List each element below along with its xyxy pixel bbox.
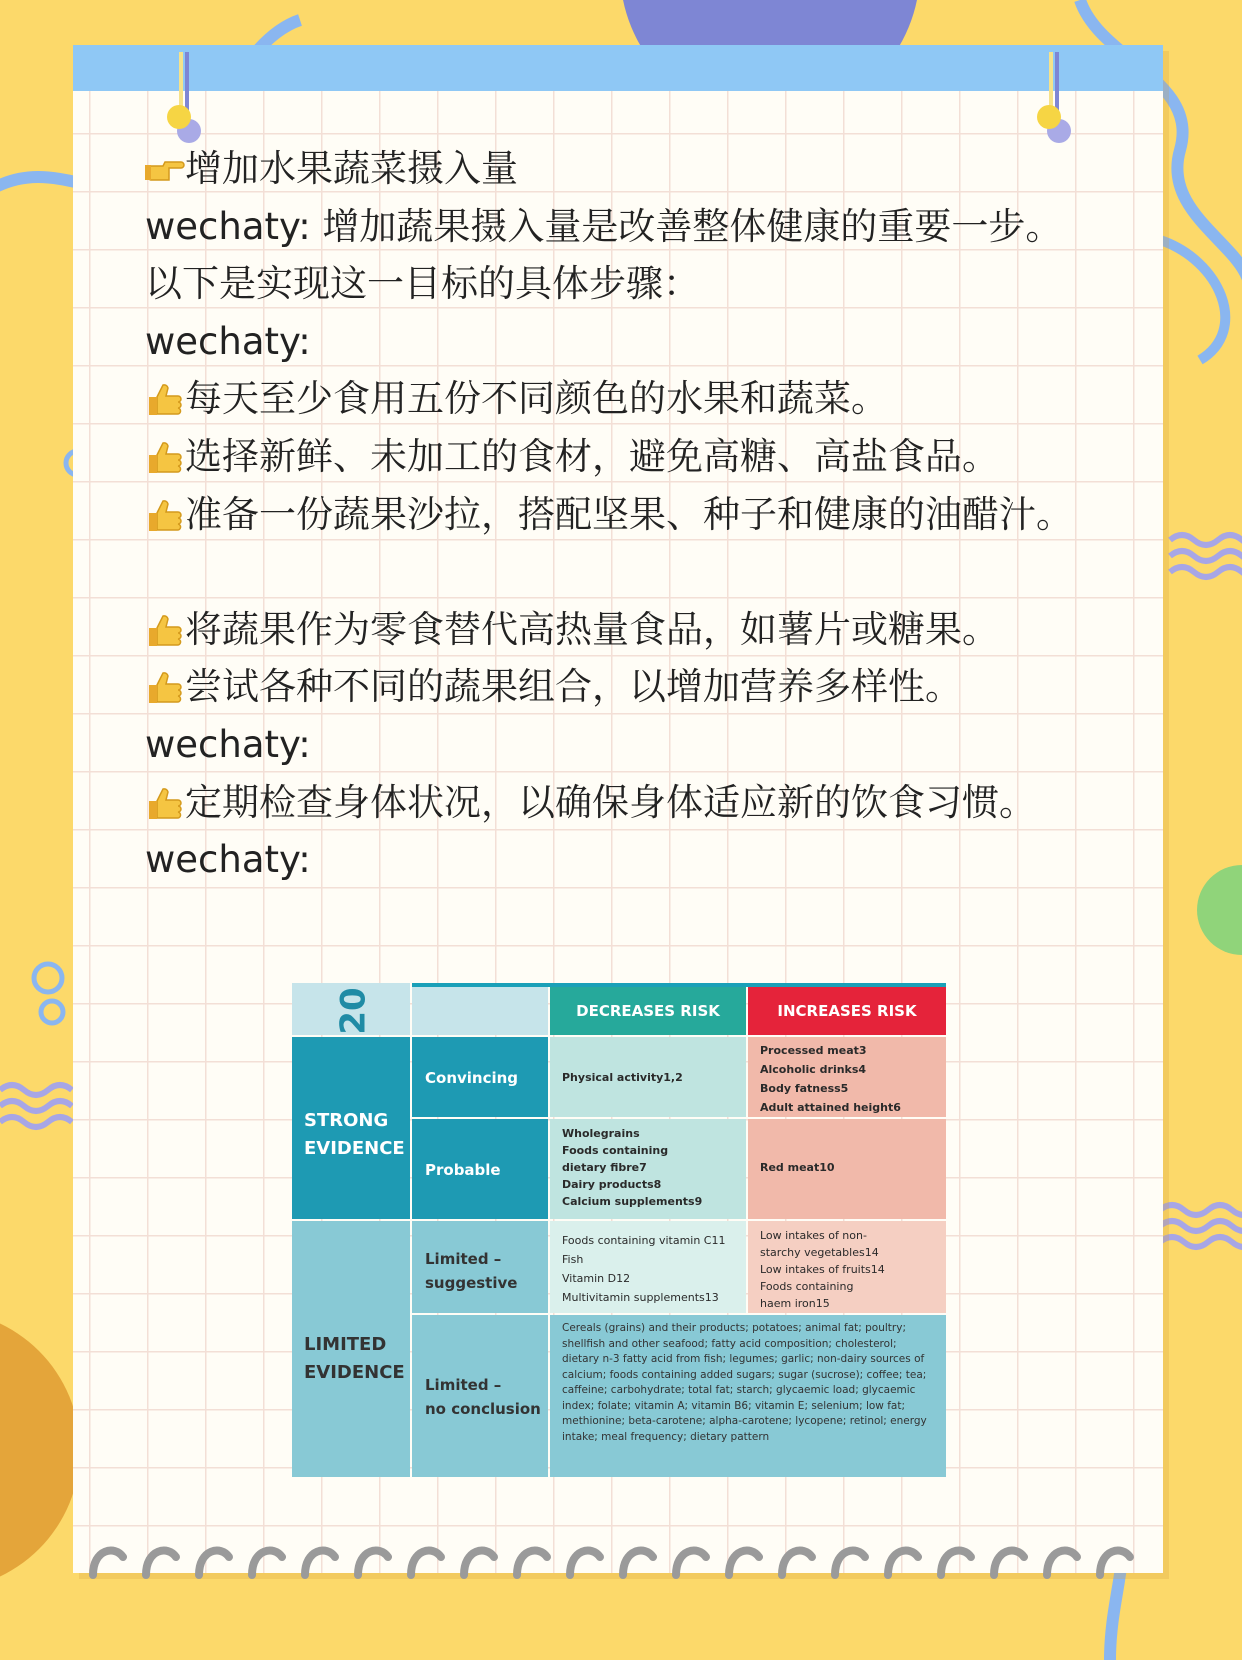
line-text: 以下是实现这一目标的具体步骤： [145, 262, 700, 306]
message-text [145, 140, 1155, 889]
no-conclusion-cell: Cereals (grains) and their products; potatoes; animal fat; poultry; shellfish and other seafood; fatty acid composition; cholesterol; dietary n-3 fatty acid from fish; legumes; garlic; non-dairy sources of calcium; foods containing added sugars; sugar (sucrose); coffee; tea; caffeine; carbohydrate; total fat; starch; glycaemic load; glycaemic index; folate; vitamin A; vitamin B6; vitamin E; selenium; low fat; methionine; beta-carotene; alpha-carotene; lycopene; retinol; energy intake; meal frequency; dietary pattern [550, 1315, 946, 1477]
thumbs-up-icon [145, 376, 185, 412]
bullet-line [145, 774, 1155, 832]
card-top-bar [73, 45, 1163, 91]
line-text: 定期检查身体状况，以确保身体适应新的饮食习惯。 [185, 780, 1036, 824]
text-line [145, 313, 1155, 371]
limited-evidence-label: LIMITED EVIDENCE [292, 1221, 410, 1477]
suggestive-increases-cell: Low intakes of non- starchy vegetables14 Low intakes of fruits14 Foods containing haem iron15 [748, 1221, 946, 1313]
convincing-decreases-cell: Physical activity1,2 [550, 1037, 746, 1117]
line-text: wechaty: 增加蔬果摄入量是改善整体健康的重要一步。 [145, 204, 1063, 248]
line-text: 增加水果蔬菜摄入量 [185, 147, 518, 190]
probable-increases-cell: Red meat10 [748, 1119, 946, 1219]
probable-decreases-cell: Wholegrains Foods containing dietary fibre7 Dairy products8 Calcium supplements9 [550, 1119, 746, 1219]
line-text: 将蔬果作为零食替代高热量食品，如薯片或糖果。 [185, 607, 999, 651]
header-decreases-risk: DECREASES RISK [550, 987, 746, 1035]
bullet-line [145, 486, 1155, 544]
bullet-line [145, 658, 1155, 716]
cancer-risk-evidence-table [292, 983, 946, 1477]
table-blank-header [412, 987, 548, 1035]
line-text: 每天至少食用五份不同颜色的水果和蔬菜。 [185, 377, 888, 421]
text-line [145, 198, 1155, 256]
strong-evidence-label: STRONG EVIDENCE [292, 1037, 410, 1219]
line-text: 选择新鲜、未加工的食材，避免高糖、高盐食品。 [185, 434, 999, 478]
blank-line [145, 543, 1155, 601]
limited-no-conclusion-label: Limited – no conclusion [412, 1315, 548, 1477]
suggestive-decreases-cell: Foods containing vitamin C11 Fish Vitamin D12 Multivitamin supplements13 [550, 1221, 746, 1313]
header-increases-risk: INCREASES RISK [748, 987, 946, 1035]
thumbs-up-icon [145, 434, 185, 470]
line-text: 尝试各种不同的蔬果组合，以增加营养多样性。 [185, 665, 962, 709]
bullet-line [145, 370, 1155, 428]
pin-icon [1035, 47, 1075, 147]
card-bottom-edge [73, 1539, 1163, 1579]
text-line [145, 716, 1155, 774]
pin-icon [165, 47, 205, 147]
table-corner [292, 983, 410, 1035]
bullet-line [145, 140, 1155, 198]
thumbs-up-icon [145, 780, 185, 816]
line-text: wechaty: [145, 319, 311, 363]
thumbs-up-icon [145, 492, 185, 528]
thumbs-up-icon [145, 607, 185, 643]
corner-number: 20 [333, 987, 374, 1035]
line-text: 准备一份蔬果沙拉，搭配坚果、种子和健康的油醋汁。 [185, 492, 1073, 536]
line-text: wechaty: [145, 838, 311, 882]
text-line [145, 831, 1155, 889]
thumbs-up-icon [145, 664, 185, 700]
bullet-line [145, 601, 1155, 659]
convincing-label: Convincing [412, 1037, 548, 1117]
text-line [145, 255, 1155, 313]
limited-suggestive-label: Limited – suggestive [412, 1221, 548, 1313]
probable-label: Probable [412, 1119, 548, 1219]
line-text: wechaty: [145, 722, 311, 766]
bullet-line [145, 428, 1155, 486]
pointing-hand-icon [145, 143, 185, 173]
convincing-increases-cell: Processed meat3 Alcoholic drinks4 Body fatness5 Adult attained height6 [748, 1037, 946, 1117]
